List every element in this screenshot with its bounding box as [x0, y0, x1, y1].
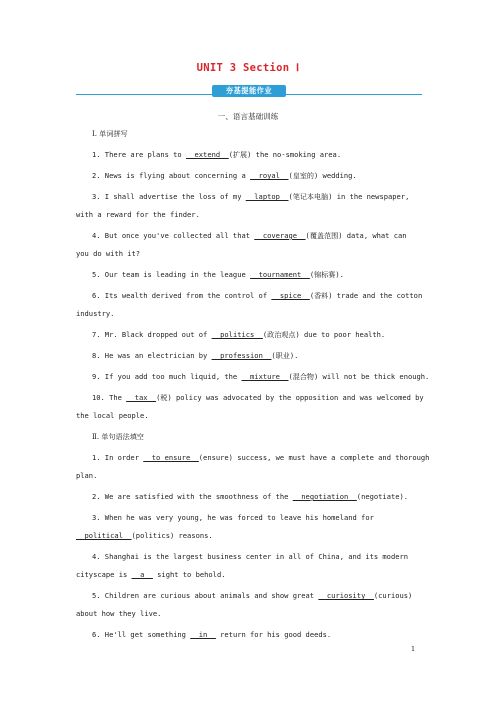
exercise-item-continued: industry. [76, 309, 115, 318]
exercise-item: 9. If you add too much liquid, the __mixture__(混合物) will not be thick enough. [92, 372, 430, 381]
answer-blank: __to ensure__ [143, 453, 199, 462]
answer-blank: __in__ [190, 630, 216, 639]
exercise-item-continued: the local people. [76, 411, 149, 420]
answer-blank: __tax__ [126, 393, 157, 402]
part2-heading: Ⅱ. 单句语法填空 [92, 432, 144, 441]
answer-blank: __royal__ [250, 171, 289, 180]
exercise-item-continued: you do with it? [76, 249, 141, 258]
exercise-item-continued: with a reward for the finder. [76, 210, 200, 219]
part1-heading: Ⅰ. 单词拼写 [92, 129, 128, 138]
exercise-item: 2. News is flying about concerning a __royal__(皇室的) wedding. [92, 171, 357, 180]
exercise-item-continued: about how they live. [76, 609, 162, 618]
answer-blank: __extend__ [185, 150, 229, 159]
answer-blank: __tournament__ [250, 270, 310, 279]
exercise-item: 3. When he was very young, he was forced to leave his homeland for [92, 513, 374, 522]
answer-blank: __a__ [131, 570, 153, 579]
exercise-item: 2. We are satisfied with the smoothness of the __negotiation__(negotiate). [92, 492, 409, 501]
exercise-item: 1. There are plans to __extend__(扩展) the no-smoking area. [92, 150, 342, 159]
answer-blank: __coverage__ [254, 231, 306, 240]
exercise-item-continued: cityscape is __a__ sight to behold. [76, 570, 226, 579]
exercise-item: 1. In order __to ensure__(ensure) success, we must have a complete and thorough [92, 453, 430, 462]
page-title: UNIT 3 Section Ⅰ [196, 62, 300, 74]
exercise-item: 4. But once you've collected all that __coverage__(覆盖范围) data, what can [92, 231, 407, 240]
answer-blank: __profession__ [211, 351, 272, 360]
answer-blank: __politics__ [211, 330, 263, 339]
exercise-item-continued: __political__(politics) reasons. [76, 531, 213, 540]
exercise-item: 6. Its wealth derived from the control of __spice__(香料) trade and the cotton [92, 291, 423, 300]
exercise-item-continued: plan. [76, 471, 98, 480]
exercise-item: 5. Our team is leading in the league __tournament__(锦标赛). [92, 270, 344, 279]
exercise-item: 6. He'll get something __in__ return for his good deeds. [92, 630, 332, 639]
page-number: 1 [411, 645, 416, 653]
answer-blank: __curiosity__ [318, 591, 374, 600]
exercise-item: 4. Shanghai is the largest business center in all of China, and its modern [92, 552, 409, 561]
answer-blank: __laptop__ [245, 192, 289, 201]
answer-blank: __political__ [76, 531, 132, 540]
exercise-item: 3. I shall advertise the loss of my __laptop__(笔记本电脑) in the newspaper, [92, 192, 410, 201]
exercise-item: 8. He was an electrician by __profession__(职业). [92, 351, 299, 360]
exercise-item: 7. Mr. Black dropped out of __politics__(政治观点) due to poor health. [92, 330, 386, 339]
exercise-item: 5. Children are curious about animals and show great __curiosity__(curious) [92, 591, 413, 600]
answer-blank: __negotiation__ [292, 492, 357, 501]
answer-blank: __spice__ [271, 291, 310, 300]
banner-label: 夯基提能作业 [212, 85, 286, 97]
homework-banner [76, 85, 422, 99]
exercise-item: 10. The __tax__(税) policy was advocated by the opposition and was welcomed by [92, 393, 424, 402]
section-title: 一、语言基础训练 [217, 112, 279, 121]
answer-blank: __mixture__ [241, 372, 289, 381]
